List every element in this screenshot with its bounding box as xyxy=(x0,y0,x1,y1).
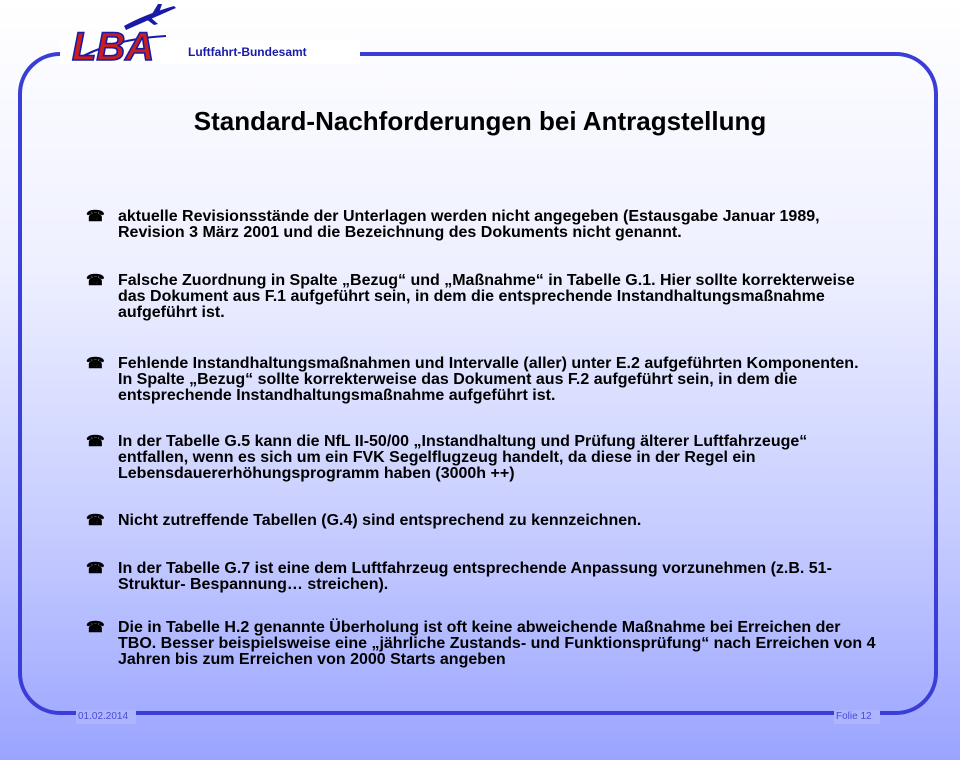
lba-logo xyxy=(66,2,178,68)
bullet-text: Die in Tabelle H.2 genannte Überholung ist oft keine abweichende Maßnahme bei Erreichen der TBO. Besser beispielsweise eine „jährliche Zustands- und Funktionsprüfung“ nach Erreichen von 4 Jahren bis zum Erreichen von 2000 Starts angeben xyxy=(118,619,876,668)
telephone-icon: ☎ xyxy=(86,208,105,225)
bullet-list xyxy=(86,209,876,668)
footer-page-number: Folie 12 xyxy=(836,711,872,722)
bullet-item xyxy=(86,356,876,404)
telephone-icon: ☎ xyxy=(86,355,105,372)
bullet-text: aktuelle Revisionsstände der Unterlagen werden nicht angegeben (Estausgabe Januar 1989, Revision 3 März 2001 und die Bezeichnung des Dokuments nicht genannt. xyxy=(118,208,820,241)
telephone-icon: ☎ xyxy=(86,512,105,529)
bullet-text: Falsche Zuordnung in Spalte „Bezug“ und „Maßnahme“ in Tabelle G.1. Hier sollte korrekterweise das Dokument aus F.1 aufgeführt sein, in dem die entsprechende Instandhaltungsmaßnahme aufgeführt ist. xyxy=(118,272,855,321)
bullet-item xyxy=(86,209,876,241)
org-name: Luftfahrt-Bundesamt xyxy=(188,45,307,59)
bullet-item xyxy=(86,513,876,529)
bullet-text: In der Tabelle G.5 kann die NfL II-50/00 „Instandhaltung und Prüfung älterer Luftfahrzeuge“ entfallen, wenn es sich um ein FVK Segelflugzeug handelt, da diese in der Regel ein Lebensdauererhöhungsprogramm haben (3000h ++) xyxy=(118,433,808,482)
bullet-item xyxy=(86,620,876,668)
logo-text: LBA xyxy=(72,25,155,68)
bullet-item xyxy=(86,273,876,321)
telephone-icon: ☎ xyxy=(86,619,105,636)
bullet-text: In der Tabelle G.7 ist eine dem Luftfahrzeug entsprechende Anpassung vorzunehmen (z.B. 51-Struktur- Bespannung… streichen). xyxy=(118,560,832,593)
bullet-text: Nicht zutreffende Tabellen (G.4) sind entsprechend zu kennzeichnen. xyxy=(118,512,642,529)
footer-date: 01.02.2014 xyxy=(78,711,129,722)
telephone-icon: ☎ xyxy=(86,433,105,450)
bullet-item xyxy=(86,434,876,482)
slide-title: Standard-Nachforderungen bei Antragstellung xyxy=(193,106,767,136)
telephone-icon: ☎ xyxy=(86,272,105,289)
bullet-text: Fehlende Instandhaltungsmaßnahmen und Intervalle (aller) unter E.2 aufgeführten Komponenten. In Spalte „Bezug“ sollte korrekterweise das Dokument aus F.2 aufgeführt sein, in dem die entsprechende Instandhaltungsmaßnahme aufgeführt ist. xyxy=(118,355,859,404)
telephone-icon: ☎ xyxy=(86,560,105,577)
bullet-item xyxy=(86,561,876,593)
